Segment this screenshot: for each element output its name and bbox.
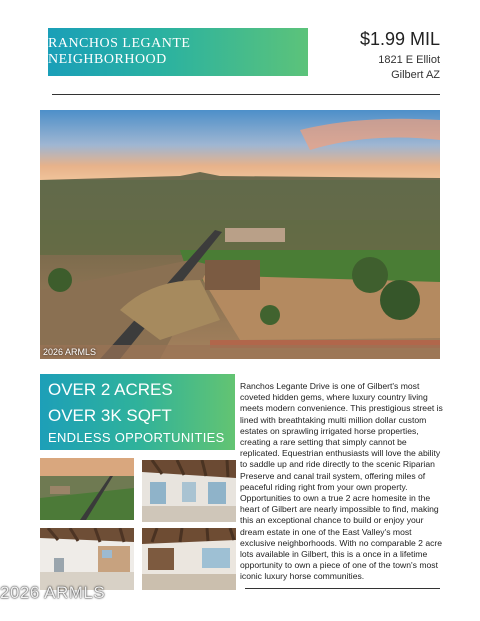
- photo-watermark: 2026 ARMLS: [43, 347, 97, 357]
- listing-price: $1.99 MIL: [359, 29, 440, 49]
- aerial-photo: [40, 110, 440, 359]
- highlight-sqft: OVER 3K SQFT: [48, 406, 172, 425]
- thumbnail-aerial: [40, 458, 134, 520]
- highlight-opportunities: ENDLESS OPPORTUNITIES: [48, 430, 225, 445]
- footer-watermark: 2026 ARMLS: [0, 583, 106, 602]
- aerial-photo-graphic: [40, 110, 440, 359]
- address-city: Gilbert AZ: [391, 69, 440, 81]
- top-divider: [52, 94, 440, 95]
- highlights-box: [40, 374, 235, 450]
- thumbnail-living-room: [142, 460, 236, 522]
- address-street: 1821 E Elliot: [378, 54, 440, 66]
- bottom-divider: [245, 588, 440, 589]
- neighborhood-banner: [48, 28, 308, 76]
- property-description: Ranchos Legante Drive is one of Gilbert's most coveted hidden gems, where luxury country living meets modern convenience. This prestigious street is lined with breathtaking multi million dollar custom estates on sprawling irrigated horse properties, creating a rare setting that simply cannot be replicated. Equestrian enthusiasts will love the ability to saddle up and ride directly to the scenic Riparian Preserve and canal trail system, offering miles of peaceful riding right from your own property. Opportunities to own a true 2 acre homesite in the heart of Gilbert are nearly impossible to find, making this an exceptional chance to build or enjoy your dream estate in one of the East Valley's most exclusive neighborhoods. With no comparable 2 acre lots available in Gilbert, this is a once in a lifetime opportunity to own a piece of one of the town's most iconic luxury horse communities.: [240, 381, 443, 582]
- highlight-acres: OVER 2 ACRES: [48, 380, 173, 399]
- neighborhood-title: RANCHOS LEGANTE NEIGHBORHOOD: [48, 36, 191, 67]
- thumbnail-kitchen: [142, 528, 236, 590]
- thumbnail-great-room: [40, 528, 134, 590]
